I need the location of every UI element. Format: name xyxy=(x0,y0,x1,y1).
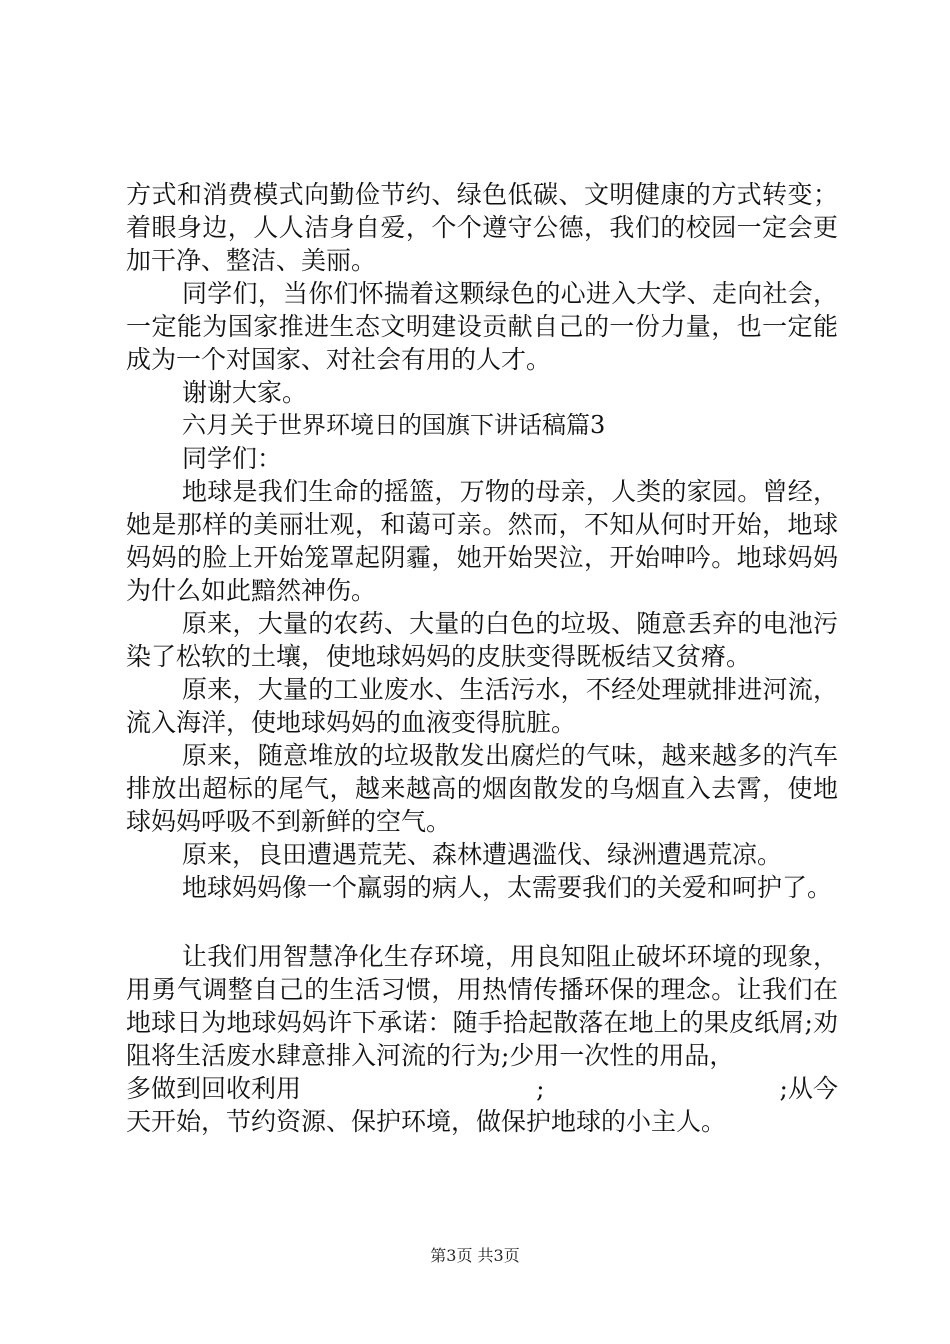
document-body xyxy=(126,178,838,1138)
paragraph-line xyxy=(126,1072,838,1105)
salutation: 同学们： xyxy=(182,444,283,473)
line-segment: ; xyxy=(536,1074,545,1103)
blank-line xyxy=(126,904,838,940)
paragraph: 地球妈妈像一个羸弱的病人，太需要我们的关爱和呵护了。 xyxy=(182,873,833,902)
paragraph: 让我们用智慧净化生存环境，用良知阻止破坏环境的现象，用勇气调整自己的生活习惯，用热情传播环保的理念。让我们在地球日为地球妈妈许下承诺：随手拾起散落在地上的果皮纸屑;劝阻将生活废水肆意排入河流的行为;少用一次性的用品， xyxy=(126,942,838,1070)
page-number: 第3页 共3页 xyxy=(430,1246,520,1265)
paragraph: 天开始，节约资源、保护环境，做保护地球的小主人。 xyxy=(126,1107,727,1136)
paragraph: 原来，良田遭遇荒芜、森林遭遇滥伐、绿洲遭遇荒凉。 xyxy=(182,840,783,869)
paragraph: 方式和消费模式向勤俭节约、绿色低碳、文明健康的方式转变；着眼身边，人人洁身自爱，个个遵守公德，我们的校园一定会更加干净、整洁、美丽。 xyxy=(126,180,838,275)
paragraph: 谢谢大家。 xyxy=(182,378,308,407)
section-heading: 六月关于世界环境日的国旗下讲话稿篇3 xyxy=(182,411,606,439)
line-segment: 多做到回收利用 xyxy=(126,1074,302,1103)
paragraph: 地球是我们生命的摇篮，万物的母亲，人类的家园。曾经，她是那样的美丽壮观，和蔼可亲。然而，不知从何时开始，地球妈妈的脸上开始笼罩起阴霾，她开始哭泣，开始呻吟。地球妈妈为什么如此黯然神伤。 xyxy=(126,477,838,605)
paragraph: 同学们，当你们怀揣着这颗绿色的心进入大学、走向社会，一定能为国家推进生态文明建设贡献自己的一份力量，也一定能成为一个对国家、对社会有用的人才。 xyxy=(126,279,838,374)
line-segment: ;从今 xyxy=(779,1074,838,1103)
paragraph: 原来，大量的工业废水、生活污水，不经处理就排进河流，流入海洋，使地球妈妈的血液变得肮脏。 xyxy=(126,675,838,737)
page-footer xyxy=(0,1243,950,1266)
paragraph: 原来，大量的农药、大量的白色的垃圾、随意丢弃的电池污染了松软的土壤，使地球妈妈的皮肤变得既板结又贫瘠。 xyxy=(126,609,838,671)
paragraph: 原来，随意堆放的垃圾散发出腐烂的气味，越来越多的汽车排放出超标的尾气，越来越高的烟囱散发的乌烟直入去霄，使地球妈妈呼吸不到新鲜的空气。 xyxy=(126,741,838,836)
